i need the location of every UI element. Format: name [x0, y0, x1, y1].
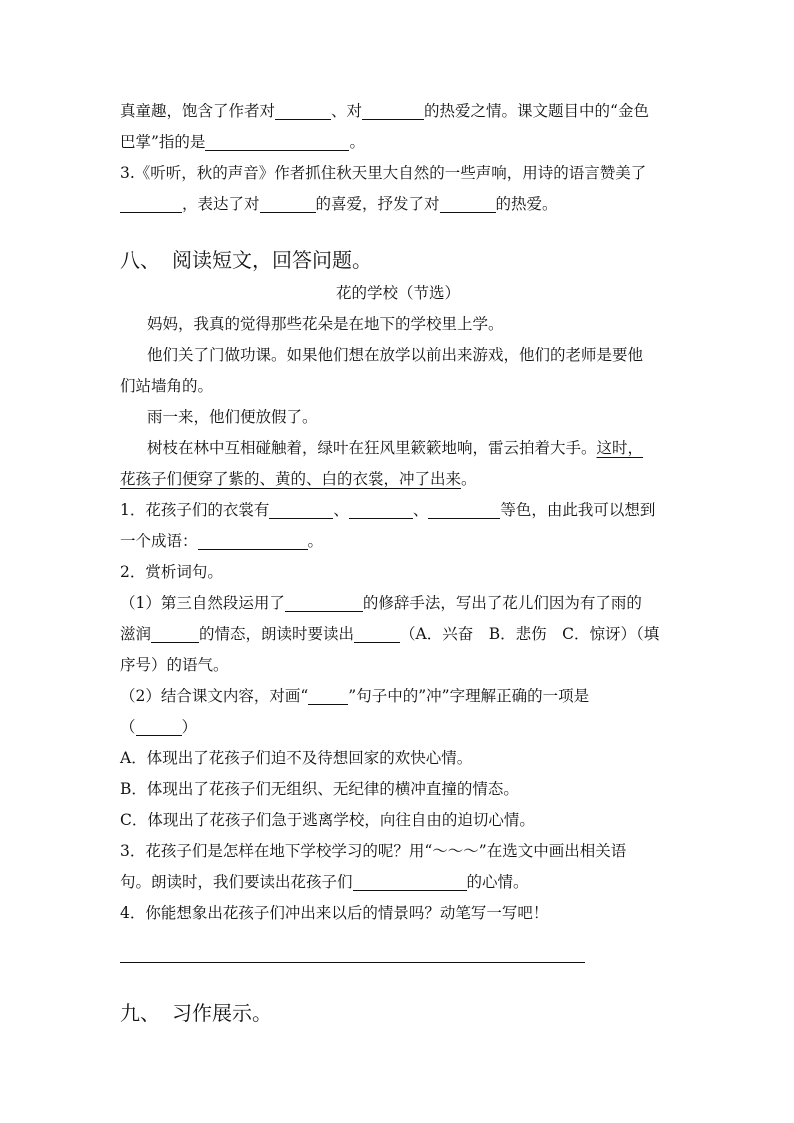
- underlined-sentence: 花孩子们便穿了紫的、黄的、白的衣裳，冲了出来: [120, 470, 462, 488]
- text: 1．花孩子们的衣裳有: [120, 501, 270, 519]
- text: （1）第三自然段运用了: [120, 594, 285, 612]
- paragraph: 雨一来，他们便放假了。: [147, 408, 318, 426]
- question-1: [120, 495, 676, 526]
- paragraph: [120, 433, 676, 464]
- text: 真童趣，饱含了作者对: [120, 102, 276, 120]
- passage-title: 花的学校（节选）: [335, 284, 460, 302]
- paragraph: 妈妈，我真的觉得那些花朵是在地下的学校里上学。: [147, 315, 504, 333]
- text: 的心情。: [466, 873, 529, 891]
- text: 巴掌”指的是: [120, 133, 206, 151]
- question-2-2-continued: [120, 712, 676, 743]
- text: 。: [307, 532, 324, 550]
- text: 滋润: [120, 625, 152, 643]
- section-title: 习作展示。: [172, 1001, 272, 1025]
- text: 、: [333, 501, 349, 519]
- text: 一个成语：: [120, 532, 198, 550]
- text: （A．兴奋 B．悲伤 C．惊讶）（填: [400, 625, 660, 643]
- writing-answer-line[interactable]: [120, 962, 585, 963]
- section-title: 阅读短文，回答问题。: [172, 248, 372, 272]
- option-b[interactable]: B．体现出了花孩子们无组织、无纪律的横冲直撞的情态。: [120, 780, 519, 798]
- answer-blank[interactable]: [205, 132, 349, 151]
- text-line: [120, 96, 676, 127]
- text-line: [120, 189, 676, 220]
- section-heading: [120, 999, 272, 1027]
- section-heading: [120, 246, 676, 274]
- text: 。: [461, 470, 477, 488]
- text: 的情态，朗读时要读出: [199, 625, 355, 643]
- underlined-sentence: 这时，: [596, 439, 644, 457]
- paragraph: 他们关了门做功课。如果他们想在放学以前出来游戏，他们的老师是要他: [147, 346, 644, 364]
- answer-blank[interactable]: [269, 500, 333, 519]
- text: ，表达了对: [182, 195, 260, 213]
- answer-blank[interactable]: [353, 872, 467, 891]
- answer-blank[interactable]: [260, 194, 316, 213]
- question-2: 2．赏析词句。: [120, 563, 223, 581]
- text: （: [120, 718, 136, 736]
- section-number: 八、: [120, 248, 160, 272]
- question-2-1: [120, 588, 676, 619]
- text: 、对: [331, 102, 363, 120]
- text: 的喜爱，抒发了对: [315, 195, 440, 213]
- text: 句。朗读时，我们要读出花孩子们: [120, 873, 353, 891]
- text: 树枝在林中互相碰触着，绿叶在狂风里簌簌地响，雷云拍着大手。: [147, 439, 597, 457]
- paragraph-continued: [120, 464, 676, 495]
- text: ”句子中的”冲”字理解正确的一项是: [348, 687, 590, 705]
- question-3: 3．花孩子们是怎样在地下学校学习的呢？用“～～～”在选文中画出相关语: [120, 842, 627, 860]
- paragraph-continued: 们站墙角的。: [120, 377, 214, 395]
- answer-blank[interactable]: [120, 194, 182, 213]
- text: 的修辞手法，写出了花儿们因为有了雨的: [362, 594, 642, 612]
- option-a[interactable]: A．体现出了花孩子们迫不及待想回家的欢快心情。: [120, 749, 473, 767]
- text: （2）结合课文内容，对画“: [120, 687, 309, 705]
- answer-blank[interactable]: [285, 593, 363, 612]
- text: ）: [181, 718, 198, 736]
- text: 的热爱之情。课文题目中的“金色: [424, 102, 649, 120]
- answer-blank[interactable]: [428, 500, 500, 519]
- worksheet-page: [120, 96, 676, 929]
- answer-blank[interactable]: [136, 717, 182, 736]
- section-number: 九、: [120, 1001, 160, 1025]
- question-2-1-continued: [120, 619, 676, 650]
- question-2-1-continued: 序号）的语气。: [120, 656, 229, 674]
- text: 的热爱。: [495, 195, 558, 213]
- answer-blank[interactable]: [440, 194, 496, 213]
- option-c[interactable]: C．体现出了花孩子们急于逃离学校，向往自由的迫切心情。: [120, 811, 535, 829]
- answer-blank[interactable]: [275, 101, 331, 120]
- answer-blank[interactable]: [349, 500, 413, 519]
- text-line: [120, 127, 676, 158]
- text: 。: [349, 133, 365, 151]
- answer-blank[interactable]: [308, 686, 348, 705]
- text-line: 3.《听听，秋的声音》作者抓住秋天里大自然的一些声响，用诗的语言赞美了: [120, 164, 647, 182]
- answer-blank[interactable]: [362, 101, 424, 120]
- question-3-continued: [120, 867, 676, 898]
- text: 等色，由此我可以想到: [500, 501, 656, 519]
- answer-blank[interactable]: [151, 624, 199, 643]
- question-2-2: [120, 681, 676, 712]
- answer-blank[interactable]: [198, 531, 308, 550]
- text: 、: [412, 501, 429, 519]
- answer-blank[interactable]: [354, 624, 400, 643]
- question-1-continued: [120, 526, 676, 557]
- question-4: 4．你能想象出花孩子们冲出来以后的情景吗？动笔写一写吧！: [120, 904, 549, 922]
